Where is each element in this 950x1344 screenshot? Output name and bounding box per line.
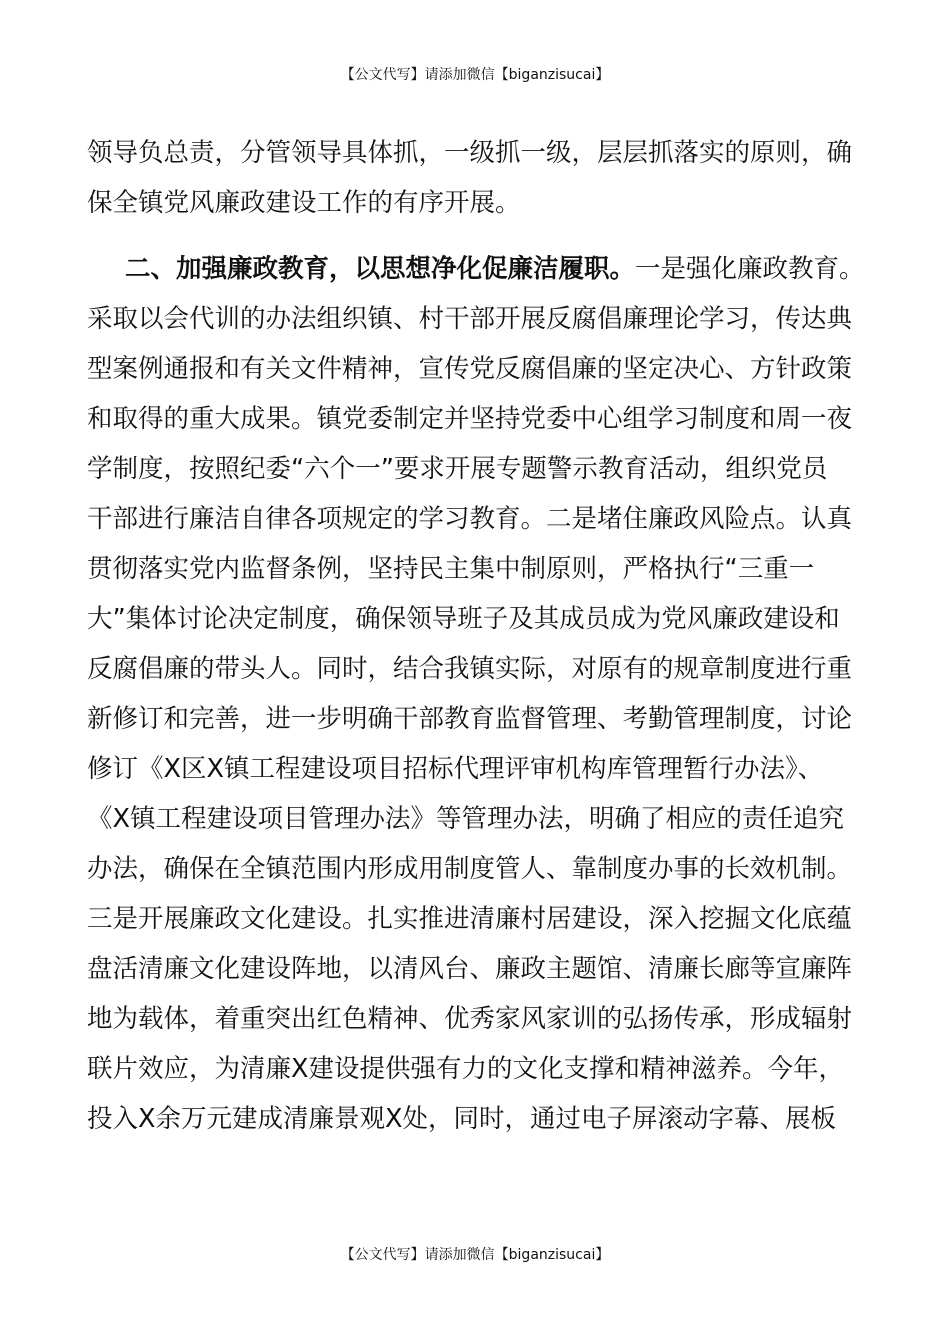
text-line: 《X镇工程建设项目管理办法》等管理办法，明确了相应的责任追究 xyxy=(87,804,844,834)
document-body xyxy=(87,128,865,1144)
text-line: 联片效应，为清廉X建设提供强有力的文化支撑和精神滋养。今年， xyxy=(87,1054,844,1084)
text-line: 领导负总责，分管领导具体抓，一级抓一级，层层抓落实的原则，确 xyxy=(87,138,853,168)
text-line: 和取得的重大成果。镇党委制定并坚持党委中心组学习制度和周一夜 xyxy=(87,404,853,434)
section-heading: 二、加强廉政教育，以思想净化促廉洁履职。 xyxy=(125,254,636,284)
paragraph-first-line xyxy=(87,244,865,294)
paragraph-1 xyxy=(87,128,865,228)
page-footer: 【公文代写】请添加微信【biganzisucai】 xyxy=(340,1247,610,1263)
text-line: 办法，确保在全镇范围内形成用制度管人、靠制度办事的长效机制。 xyxy=(87,854,853,884)
text-line: 采取以会代训的办法组织镇、村干部开展反腐倡廉理论学习，传达典 xyxy=(87,304,853,334)
text-line: 贯彻落实党内监督条例，坚持民主集中制原则，严格执行“三重一 xyxy=(87,554,815,584)
text-line: 盘活清廉文化建设阵地，以清风台、廉政主题馆、清廉长廊等宣廉阵 xyxy=(87,954,853,984)
page-header: 【公文代写】请添加微信【biganzisucai】 xyxy=(340,67,610,83)
paragraph-2 xyxy=(87,244,865,1144)
text-line: 保全镇党风廉政建设工作的有序开展。 xyxy=(87,188,521,218)
text-line: 修订《X区X镇工程建设项目招标代理评审机构库管理暂行办法》、 xyxy=(87,754,824,784)
text-line: 投入X余万元建成清廉景观X处，同时，通过电子屏滚动字幕、展板 xyxy=(87,1104,836,1134)
text-line: 型案例通报和有关文件精神，宣传党反腐倡廉的坚定决心、方针政策 xyxy=(87,354,853,384)
text-span: 一是强化廉政教育。 xyxy=(635,254,865,284)
text-line: 新修订和完善，进一步明确干部教育监督管理、考勤管理制度，讨论 xyxy=(87,704,853,734)
text-line: 学制度，按照纪委“六个一”要求开展专题警示教育活动，组织党员 xyxy=(87,454,828,484)
text-line: 三是开展廉政文化建设。扎实推进清廉村居建设，深入挖掘文化底蕴 xyxy=(87,904,853,934)
text-line: 地为载体，着重突出红色精神、优秀家风家训的弘扬传承，形成辐射 xyxy=(87,1004,853,1034)
text-line: 大”集体讨论决定制度，确保领导班子及其成员成为党风廉政建设和 xyxy=(87,604,840,634)
text-line: 反腐倡廉的带头人。同时，结合我镇实际，对原有的规章制度进行重 xyxy=(87,654,853,684)
text-line: 干部进行廉洁自律各项规定的学习教育。二是堵住廉政风险点。认真 xyxy=(87,504,853,534)
